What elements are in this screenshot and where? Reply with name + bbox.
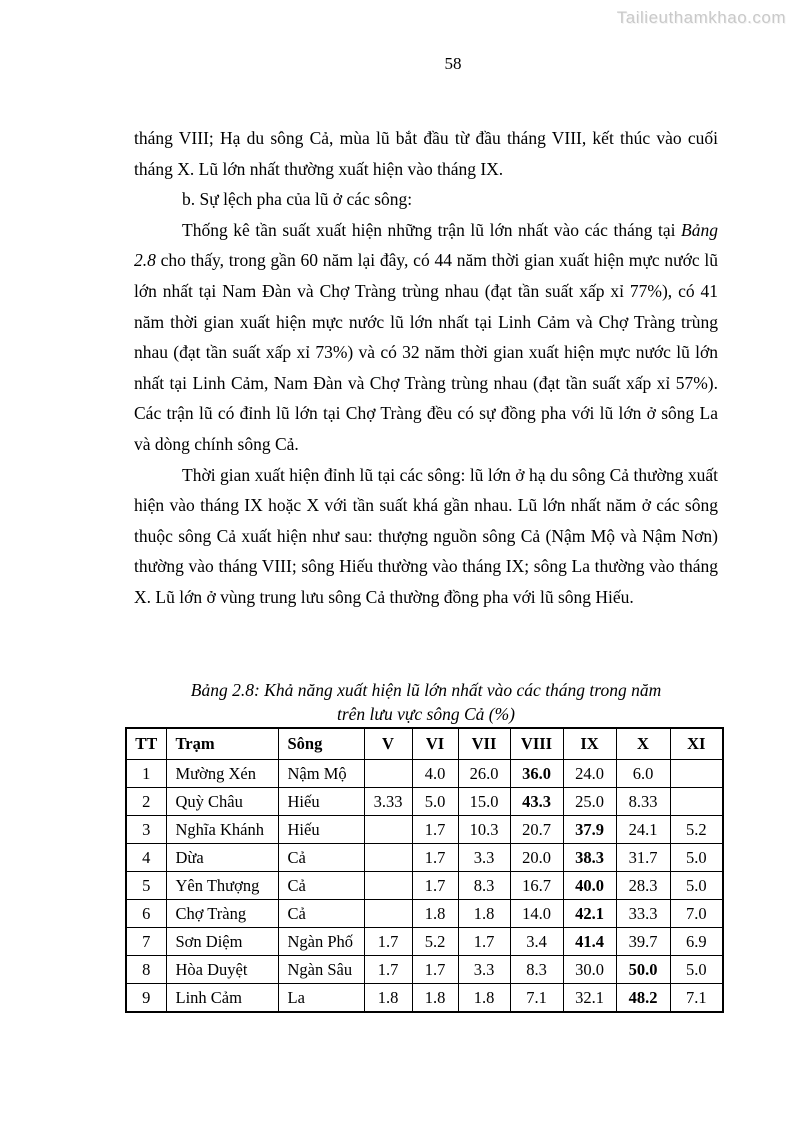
table-caption	[134, 678, 718, 726]
table-cell: Linh Cảm	[166, 984, 278, 1013]
table-cell: 20.0	[510, 844, 563, 872]
table-cell: 50.0	[616, 956, 670, 984]
table-cell: 25.0	[563, 788, 616, 816]
table-cell: 3.3	[458, 956, 510, 984]
table-row	[126, 844, 723, 872]
table-cell: Hiếu	[278, 816, 364, 844]
table-cell	[364, 900, 412, 928]
table-row	[126, 760, 723, 788]
table-cell: 1.7	[412, 816, 458, 844]
table-cell: 9	[126, 984, 166, 1013]
page-number: 58	[444, 54, 462, 73]
table-header-cell: V	[364, 728, 412, 760]
table-header-cell: TT	[126, 728, 166, 760]
table-cell: 1.7	[412, 872, 458, 900]
table-cell: 37.9	[563, 816, 616, 844]
table-cell: Chợ Tràng	[166, 900, 278, 928]
table-cell: Ngàn Sâu	[278, 956, 364, 984]
table-cell: 1.7	[364, 928, 412, 956]
table-cell	[364, 760, 412, 788]
table-cell: 10.3	[458, 816, 510, 844]
table-cell: 26.0	[458, 760, 510, 788]
table-cell: Nậm Mộ	[278, 760, 364, 788]
table-cell: 33.3	[616, 900, 670, 928]
table-cell: 3.4	[510, 928, 563, 956]
table-reference: Bảng 2.8	[134, 219, 718, 271]
table-cell: 5.0	[670, 844, 723, 872]
table-cell: 5.0	[412, 788, 458, 816]
table-caption-line1: Bảng 2.8: Khả năng xuất hiện lũ lớn nhất vào các tháng trong năm	[190, 680, 662, 700]
table-cell: 1.8	[412, 900, 458, 928]
table-cell: 24.0	[563, 760, 616, 788]
table-cell	[364, 816, 412, 844]
paragraph-flood-statistics	[134, 215, 718, 460]
table-cell: Ngàn Phố	[278, 928, 364, 956]
table-cell: 39.7	[616, 928, 670, 956]
table-cell: 1.7	[458, 928, 510, 956]
table-cell: Cả	[278, 900, 364, 928]
table-caption-line2: trên lưu vực sông Cả (%)	[336, 704, 516, 724]
table-cell: 5.2	[412, 928, 458, 956]
table-header-cell: Trạm	[166, 728, 278, 760]
table-cell: 3.3	[458, 844, 510, 872]
paragraph-flood-peak-timing: Thời gian xuất hiện đỉnh lũ tại các sông: lũ lớn ở hạ du sông Cả thường xuất hiện vào tháng IX hoặc X với tần suất khá gần nhau. Lũ lớn nhất năm ở các sông thuộc sông Cả xuất hiện như sau: thượng nguồn sông Cả (Nậm Mộ và Nậm Nơn) thường vào tháng VIII; sông Hiếu thường vào tháng IX; sông La thường vào tháng X. Lũ lớn ở vùng trung lưu sông Cả thường đồng pha với lũ sông Hiếu.	[134, 464, 718, 607]
table-header-cell: VIII	[510, 728, 563, 760]
table-cell: 6.9	[670, 928, 723, 956]
table-cell: 30.0	[563, 956, 616, 984]
table-cell: 6	[126, 900, 166, 928]
table-cell: 4.0	[412, 760, 458, 788]
table-cell: Nghĩa Khánh	[166, 816, 278, 844]
table-cell	[364, 844, 412, 872]
table-cell: 16.7	[510, 872, 563, 900]
table-cell: 38.3	[563, 844, 616, 872]
table-cell: 5	[126, 872, 166, 900]
table-cell: 15.0	[458, 788, 510, 816]
table-header-row	[126, 728, 723, 760]
table-cell: 1.8	[412, 984, 458, 1013]
table-cell: 40.0	[563, 872, 616, 900]
table-header-cell: Sông	[278, 728, 364, 760]
table-cell: 2	[126, 788, 166, 816]
table-cell: 8.3	[458, 872, 510, 900]
paragraph-section-b-heading: b. Sự lệch pha của lũ ở các sông:	[182, 189, 413, 210]
table-cell: 32.1	[563, 984, 616, 1013]
table-cell: 4	[126, 844, 166, 872]
paragraph-flood-season: tháng VIII; Hạ du sông Cả, mùa lũ bắt đầu từ đầu tháng VIII, kết thúc vào cuối tháng X. Lũ lớn nhất thường xuất hiện vào tháng IX.	[134, 128, 718, 179]
table-header-cell: XI	[670, 728, 723, 760]
table-cell: 5.0	[670, 956, 723, 984]
text-segment: cho thấy, trong gần 60 năm lại đây, có 44 năm thời gian xuất hiện mực nước lũ lớn nhất tại Nam Đàn và Chợ Tràng trùng nhau (đạt tần suất xấp xỉ 77%), có 41 năm thời gian xuất hiện mực nước lũ lớn nhất tại Linh Cảm và Chợ Tràng trùng nhau (đạt tần suất xấp xỉ 73%) và có 32 năm thời gian xuất hiện mực nước lũ lớn nhất tại Linh Cảm, Nam Đàn và Chợ Tràng trùng nhau (đạt tần suất xấp xỉ 57%). Các trận lũ có đỉnh lũ lớn tại Chợ Tràng đều có sự đồng pha với lũ lớn ở sông La và dòng chính sông Cả.	[134, 250, 718, 454]
table-cell: 41.4	[563, 928, 616, 956]
watermark: Tailieuthamkhao.com	[616, 8, 786, 27]
text-segment: Thống kê tần suất xuất hiện những trận lũ lớn nhất vào các tháng tại	[182, 219, 682, 240]
table-cell	[670, 760, 723, 788]
table-cell: 14.0	[510, 900, 563, 928]
table-cell: 3.33	[364, 788, 412, 816]
table-cell: Yên Thượng	[166, 872, 278, 900]
table-cell: 7	[126, 928, 166, 956]
table-row	[126, 872, 723, 900]
table-cell: Quỳ Châu	[166, 788, 278, 816]
table-cell	[364, 872, 412, 900]
table-cell	[670, 788, 723, 816]
table-cell: 7.1	[670, 984, 723, 1013]
table-row	[126, 928, 723, 956]
table-row	[126, 900, 723, 928]
table-cell: 31.7	[616, 844, 670, 872]
table-cell: Cả	[278, 844, 364, 872]
table-cell: 6.0	[616, 760, 670, 788]
table-row	[126, 984, 723, 1013]
table-cell: Hòa Duyệt	[166, 956, 278, 984]
table-cell: 28.3	[616, 872, 670, 900]
table-cell: 48.2	[616, 984, 670, 1013]
table-cell: 5.0	[670, 872, 723, 900]
table-cell: 42.1	[563, 900, 616, 928]
table-cell: 1.8	[364, 984, 412, 1013]
table-cell: 36.0	[510, 760, 563, 788]
table-body	[126, 760, 723, 1013]
table-row	[126, 816, 723, 844]
body-text	[134, 123, 718, 613]
table-header-cell: IX	[563, 728, 616, 760]
flood-frequency-table	[125, 727, 724, 1013]
table-cell: 7.1	[510, 984, 563, 1013]
table-cell: La	[278, 984, 364, 1013]
table-cell: Dừa	[166, 844, 278, 872]
table-cell: 24.1	[616, 816, 670, 844]
table-header-cell: X	[616, 728, 670, 760]
table-row	[126, 788, 723, 816]
table-cell: Hiếu	[278, 788, 364, 816]
table-cell: 3	[126, 816, 166, 844]
table-cell: 8.33	[616, 788, 670, 816]
table-cell: 1.8	[458, 900, 510, 928]
table-cell: 1.8	[458, 984, 510, 1013]
table-cell: 1	[126, 760, 166, 788]
table-cell: 20.7	[510, 816, 563, 844]
table-header-cell: VII	[458, 728, 510, 760]
table-cell: 1.7	[364, 956, 412, 984]
table-cell: 8	[126, 956, 166, 984]
table-cell: 1.7	[412, 844, 458, 872]
table-cell: 1.7	[412, 956, 458, 984]
table-cell: 8.3	[510, 956, 563, 984]
table-cell: 5.2	[670, 816, 723, 844]
table-cell: Cả	[278, 872, 364, 900]
table-cell: 7.0	[670, 900, 723, 928]
table-cell: Mường Xén	[166, 760, 278, 788]
table-cell: Sơn Diệm	[166, 928, 278, 956]
table-header-cell: VI	[412, 728, 458, 760]
table-row	[126, 956, 723, 984]
table-cell: 43.3	[510, 788, 563, 816]
